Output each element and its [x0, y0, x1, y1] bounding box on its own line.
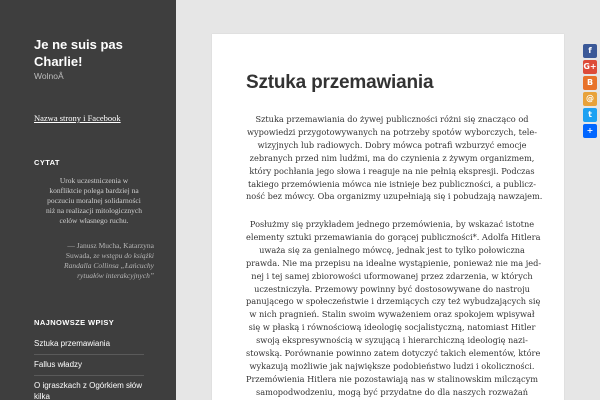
text-line: panującego w społeczeństwie i drzemiących czy też wybudzających się [246, 296, 541, 307]
recent-post-link[interactable]: Fallus władzy [34, 355, 144, 376]
text-line: takiego przemówienia mówca nie istnieje bez publiczności, a publicz- [247, 178, 537, 189]
quote-line: niż na realizacji mitologicznych [46, 206, 142, 215]
blogger-icon[interactable]: B [583, 76, 597, 90]
text-line: Posłużmy się przykładem jednego przemówienia, by wskazać istotne [249, 219, 535, 229]
twitter-icon[interactable]: t [583, 108, 597, 122]
text-line: samopodwodzeniu, mogą być przydatne do dla naszych rozważań [256, 386, 528, 397]
text-line: wypowiedzi przygotowywanych na potrzeby spotów wyborczych, tele- [246, 126, 538, 137]
recent-posts-list [34, 334, 144, 400]
text-line: nej i tej samej zbiorowości uformowanej przez zdarzenia, w których [251, 270, 533, 281]
text-line: prawda. Nie ma przepisu na idealne wystąpienie, ponieważ nie ma jed- [246, 257, 542, 268]
post-paragraph-2 [246, 218, 542, 399]
quote-author-line: rytuałów interakcyjnych” [77, 271, 154, 280]
email-icon[interactable]: @ [583, 92, 597, 106]
text-line: się w płaską i równościową ideologię socjalistyczną, natomiast Hitler [248, 322, 536, 333]
text-line: Sztuka przemawiania do żywej publiczności różni się znacząco od [255, 114, 529, 124]
site-nav-link[interactable]: Nazwa strony i Facebook [34, 113, 121, 123]
text-line: ność bez mówcy. Oba organizmy uzupełniają się i pobudzają nawzajem. [246, 191, 543, 202]
post-card [212, 34, 564, 400]
recent-post-link[interactable]: Sztuka przemawiania [34, 334, 144, 355]
quote-author-line [34, 251, 154, 261]
quote-author [34, 241, 154, 281]
text-line: uczestniczyła. Przemowy powinny być dostosowywane do nastroju [254, 283, 530, 294]
quote-line: konfliktcie polega bardziej na [49, 186, 139, 195]
quote-author-plain: Suwada, [65, 251, 94, 260]
quote-widget-title: CYTAT [34, 158, 60, 167]
quote-author-italic: ze wstępu do książki [93, 251, 154, 260]
text-line: wykazują możliwie jak największe podobieństwo ludzi i okoliczności. [249, 360, 535, 371]
quote-line: celów własnego ruchu. [59, 216, 129, 225]
recent-post-link[interactable]: O igraszkach z Ogórkiem słów kilka [34, 376, 144, 400]
text-line: swoją ekspresywnością w syzującą i hierarchiczną ideologię nazi- [256, 335, 528, 346]
quote-line: Urok uczestniczenia w [59, 176, 129, 185]
share-bar [583, 44, 598, 140]
text-line: elementy sztuki przemawiania do gorącej publiczności*. Adolfa Hitlera [246, 231, 541, 242]
text-line: stowską. Porównanie powinno zatem dotyczyć takich elementów, które [246, 348, 541, 359]
quote-author-line: Randalla Collinsa „Łańcuchy [64, 261, 154, 270]
google-plus-icon[interactable]: G+ [583, 60, 597, 74]
post-paragraph-1 [246, 113, 543, 203]
text-line: Przemówienia Hitlera nie pozostawiają nas w stalinowskim milczącym [246, 373, 538, 384]
site-description: WolnoÂ [34, 71, 64, 81]
text-line: który pochłania jego słowa i reaguje na nie pełnią ekspresji. Podczas [249, 165, 535, 176]
text-line: uważa się za genialnego mówcę, jednak jest to tylko połowiczna [259, 244, 525, 255]
text-line: w nich pragnień. Stalin swoim wyważeniem oraz spokojem wpisywał [249, 309, 535, 320]
quote-line: poczuciu moralnej solidarności [47, 196, 141, 205]
site-title[interactable]: Je ne suis pas Charlie! [34, 37, 123, 69]
sidebar [0, 0, 176, 400]
quote-text [34, 176, 154, 226]
facebook-icon[interactable]: f [583, 44, 597, 58]
text-line: zebranych przed nim ludźmi, ma do czynienia z żywym organizmem, [249, 152, 535, 163]
share-plus-icon[interactable]: + [583, 124, 597, 138]
quote-author-line: — Janusz Mucha, Katarzyna [67, 241, 154, 250]
text-line: wizyjnych lub radiowych. Dobry mówca potrafi wzburzyć emocje [257, 139, 527, 150]
recent-posts-title: NAJNOWSZE WPISY [34, 318, 115, 327]
post-title: Sztuka przemawiania [246, 72, 434, 93]
